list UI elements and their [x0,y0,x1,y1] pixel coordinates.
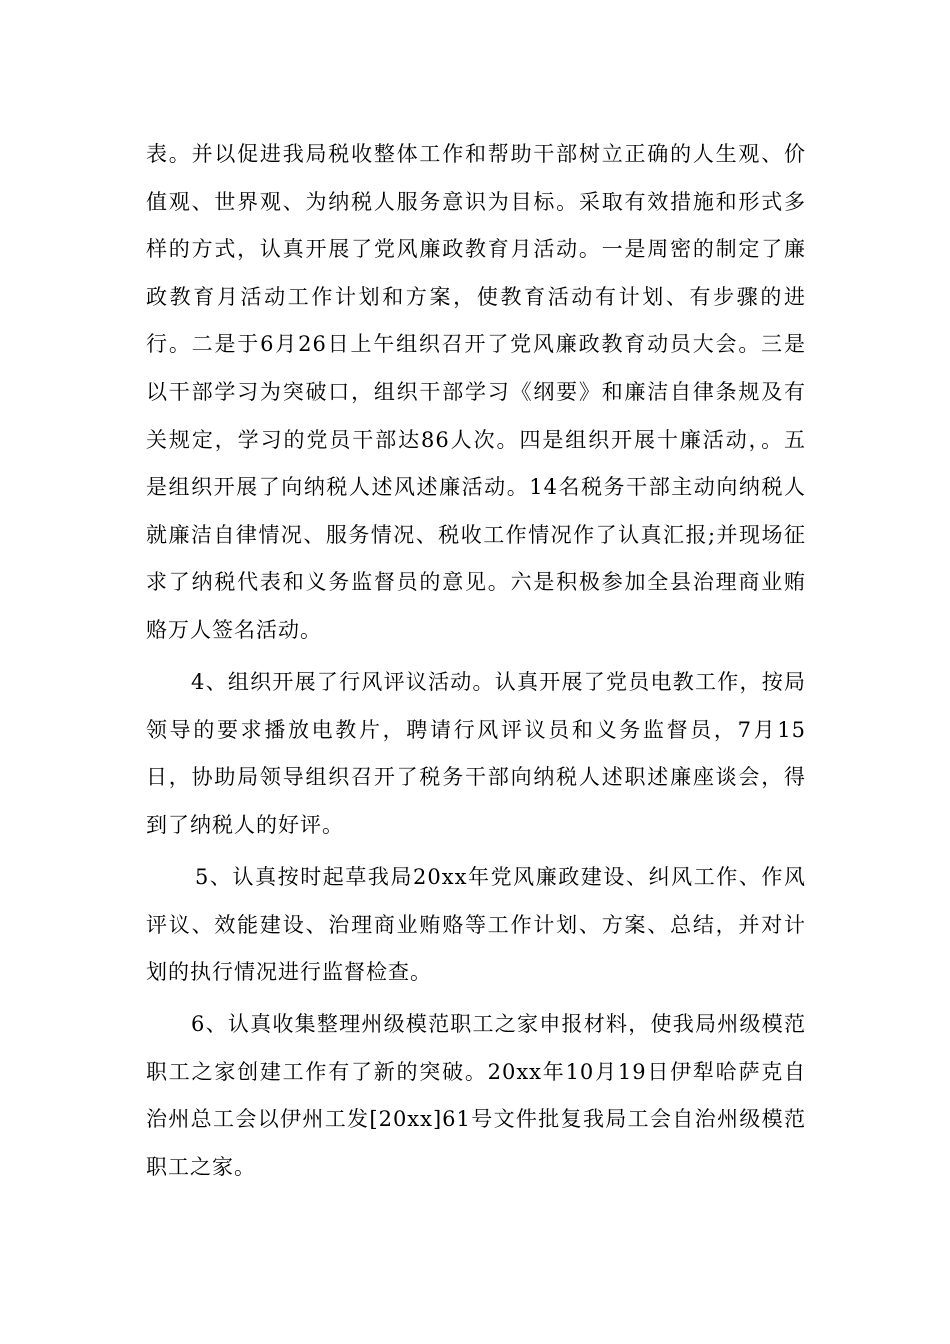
text-line: 就廉洁自律情况、服务情况、税收工作情况作了认真汇报;并现场征 [146,522,806,547]
text-line: 5、认真按时起草我局20xx年党风廉政建设、纠风工作、作风 [195,864,806,889]
text-line: 以干部学习为突破口，组织干部学习《纲要》和廉洁自律条规及有 [146,379,806,404]
text-line: 划的执行情况进行监督检查。 [146,960,432,985]
text-line: 日，协助局领导组织召开了税务干部向纳税人述职述廉座谈会，得 [146,765,806,790]
text-line: 样的方式，认真开展了党风廉政教育月活动。一是周密的制定了廉 [146,237,806,262]
text-line: 领导的要求播放电教片，聘请行风评议员和义务监督员，7月15 [146,717,806,742]
text-line: 职工之家。 [146,1154,256,1179]
text-line: 政教育月活动工作计划和方案，使教育活动有计划、有步骤的进 [146,284,806,309]
paragraph-item-4 [146,659,806,849]
text-line: 值观、世界观、为纳税人服务意识为目标。采取有效措施和形式多 [146,189,806,214]
document-body [146,131,806,1192]
text-line: 4、组织开展了行风评议活动。认真开展了党员电教工作，按局 [191,670,806,695]
paragraph-item-5 [146,854,806,997]
text-line: 表。并以促进我局税收整体工作和帮助干部树立正确的人生观、价 [146,142,806,166]
text-line: 赂万人签名活动。 [146,617,322,642]
text-line: 是组织开展了向纳税人述风述廉活动。14名税务干部主动向纳税人 [146,475,806,500]
text-line: 治州总工会以伊州工发[20xx]61号文件批复我局工会自治州级模范 [146,1107,806,1132]
text-line: 6、认真收集整理州级模范职工之家申报材料，使我局州级模范 [191,1012,806,1037]
text-line: 求了纳税代表和义务监督员的意见。六是积极参加全县治理商业贿 [146,570,806,595]
paragraph-item-6 [146,1001,806,1191]
text-line: 到了纳税人的好评。 [146,812,344,837]
text-line: 行。二是于6月26日上午组织召开了党风廉政教育动员大会。三是 [146,332,806,357]
paragraph-3-continuation [146,131,806,655]
text-line: 关规定，学习的党员干部达86人次。四是组织开展十廉活动，。五 [146,427,806,452]
text-line: 职工之家创建工作有了新的突破。20xx年10月19日伊犁哈萨克自 [146,1059,806,1084]
text-line: 评议、效能建设、治理商业贿赂等工作计划、方案、总结，并对计 [146,912,806,937]
